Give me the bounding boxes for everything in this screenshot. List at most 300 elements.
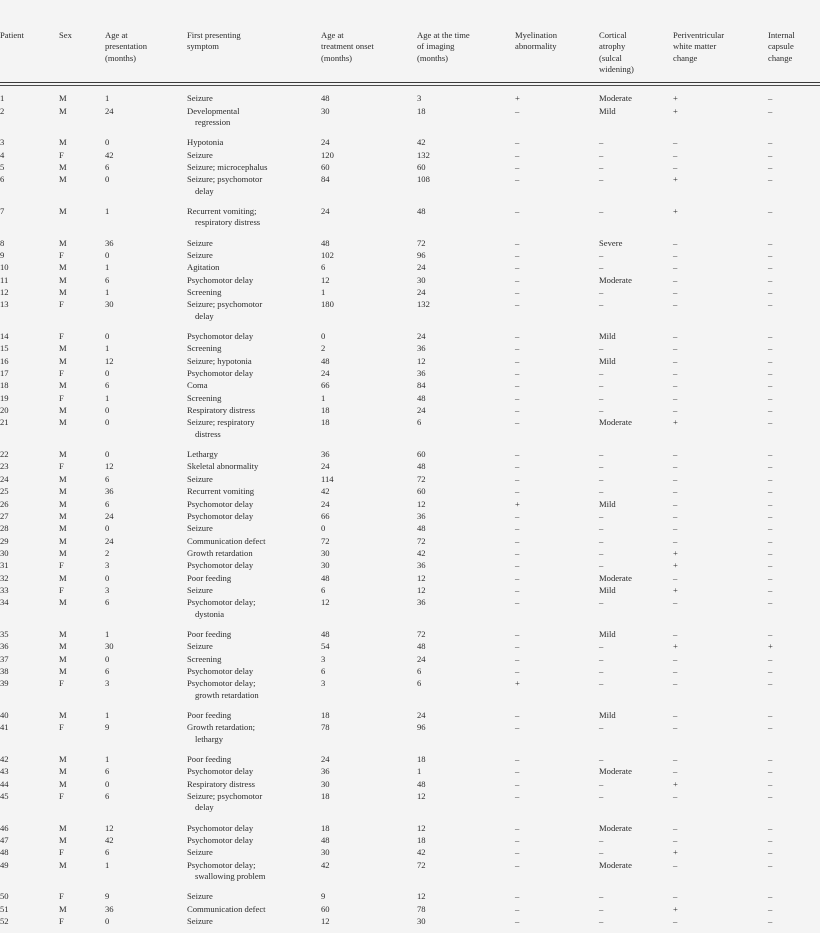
cell-value: M — [59, 287, 67, 297]
finding-sign: – — [599, 560, 604, 571]
cell-value: 0 — [105, 174, 110, 185]
table-row[interactable] — [0, 572, 820, 584]
cell-patient — [0, 510, 59, 522]
cell-periv — [673, 355, 768, 367]
header-rule-cell — [0, 80, 820, 93]
cell-sex — [59, 535, 105, 547]
cell-periv — [673, 835, 768, 847]
cell-myelin — [515, 392, 599, 404]
table-row[interactable] — [0, 449, 820, 461]
cell-age_img — [417, 641, 515, 653]
cell-internal — [768, 791, 820, 815]
cell-sex — [59, 498, 105, 510]
symptom-line: Psychomotor delay — [187, 822, 254, 833]
cell-value: 72 — [417, 237, 426, 248]
finding-sign: – — [599, 449, 604, 460]
cell-value: 0 — [105, 249, 110, 260]
cell-periv — [673, 137, 768, 149]
finding-sign: – — [515, 417, 520, 428]
cell-periv — [673, 405, 768, 417]
cell-symptom — [187, 584, 321, 596]
cell-value: 0 — [105, 916, 110, 927]
cell-value: 15 — [0, 343, 9, 354]
table-row[interactable] — [0, 417, 820, 441]
row-block-gap-cell — [0, 814, 820, 822]
cell-value: 3 — [105, 584, 110, 595]
table-row[interactable] — [0, 137, 820, 149]
finding-sign: – — [673, 628, 678, 639]
symptom-line: Seizure — [187, 847, 213, 858]
cell-periv — [673, 722, 768, 746]
finding-sign: – — [599, 405, 604, 416]
cell-value: 24 — [417, 405, 426, 416]
cell-value: 6 — [105, 274, 110, 285]
cell-myelin — [515, 641, 599, 653]
cell-age_pres — [105, 766, 187, 778]
cell-internal — [768, 822, 820, 834]
cell-myelin — [515, 822, 599, 834]
cell-value: 36 — [321, 449, 330, 460]
cell-sex — [59, 93, 105, 105]
cell-patient — [0, 835, 59, 847]
cell-age_img — [417, 274, 515, 286]
cell-value: 3 — [0, 137, 5, 148]
cell-age_pres — [105, 859, 187, 883]
finding-sign: – — [673, 149, 678, 160]
finding-sign: + — [515, 93, 520, 104]
cell-value: 14 — [0, 331, 9, 342]
finding-sign: – — [768, 903, 773, 914]
cell-age_img — [417, 105, 515, 129]
cell-age_tx — [321, 417, 417, 441]
cell-age_tx — [321, 678, 417, 702]
table-row[interactable] — [0, 847, 820, 859]
cell-value: 54 — [321, 641, 330, 652]
symptom-line: Seizure — [187, 473, 213, 484]
finding-sign: – — [673, 380, 678, 391]
cell-value: 30 — [105, 299, 114, 310]
cell-symptom — [187, 903, 321, 915]
cell-age_img — [417, 778, 515, 790]
finding-sign: – — [768, 355, 773, 366]
cell-age_img — [417, 380, 515, 392]
cell-value: Mild — [599, 105, 616, 116]
table-row[interactable] — [0, 597, 820, 621]
finding-sign: – — [515, 847, 520, 858]
finding-sign: – — [599, 754, 604, 765]
cell-internal — [768, 891, 820, 903]
cell-patient — [0, 249, 59, 261]
table-row[interactable] — [0, 754, 820, 766]
cell-age_pres — [105, 641, 187, 653]
cell-age_tx — [321, 891, 417, 903]
cell-cortical — [599, 710, 673, 722]
finding-sign: – — [515, 174, 520, 185]
cell-internal — [768, 653, 820, 665]
symptom-continuation-line: lethargy — [195, 733, 224, 744]
table-row[interactable] — [0, 628, 820, 640]
cell-myelin — [515, 778, 599, 790]
cell-value: 48 — [321, 628, 330, 639]
finding-sign: + — [673, 547, 678, 558]
table-row[interactable] — [0, 461, 820, 473]
symptom-line: Psychomotor delay — [187, 274, 254, 285]
table-row[interactable] — [0, 93, 820, 105]
column-header-line: Periventricular — [673, 30, 725, 40]
cell-symptom — [187, 380, 321, 392]
cell-symptom — [187, 249, 321, 261]
cell-cortical — [599, 161, 673, 173]
table-row[interactable] — [0, 859, 820, 883]
cell-age_img — [417, 835, 515, 847]
cell-age_tx — [321, 584, 417, 596]
table-row[interactable] — [0, 473, 820, 485]
cell-age_pres — [105, 847, 187, 859]
cell-age_img — [417, 547, 515, 559]
table-row[interactable] — [0, 149, 820, 161]
cell-patient — [0, 405, 59, 417]
finding-sign: – — [599, 653, 604, 664]
symptom-line: Poor feeding — [187, 572, 232, 583]
cell-age_img — [417, 149, 515, 161]
cell-cortical — [599, 355, 673, 367]
cell-internal — [768, 778, 820, 790]
cell-internal — [768, 417, 820, 441]
cell-sex — [59, 486, 105, 498]
cell-internal — [768, 262, 820, 274]
cell-value: M — [59, 641, 67, 652]
table-row[interactable] — [0, 380, 820, 392]
finding-sign: – — [515, 766, 520, 777]
table-row[interactable] — [0, 778, 820, 790]
finding-sign: – — [673, 392, 678, 403]
cell-sex — [59, 641, 105, 653]
symptom-line: Seizure — [187, 916, 213, 927]
finding-sign: – — [768, 678, 773, 689]
cell-periv — [673, 249, 768, 261]
cell-value: 36 — [417, 343, 426, 354]
table-row[interactable] — [0, 916, 820, 928]
table-row[interactable] — [0, 535, 820, 547]
cell-sex — [59, 523, 105, 535]
table-row[interactable] — [0, 105, 820, 129]
table-row[interactable] — [0, 560, 820, 572]
cell-symptom — [187, 417, 321, 441]
symptom-continuation-line: delay — [195, 185, 214, 196]
table-row[interactable] — [0, 766, 820, 778]
finding-sign: – — [768, 299, 773, 310]
finding-sign: – — [515, 835, 520, 846]
finding-sign: – — [673, 891, 678, 902]
cell-age_tx — [321, 916, 417, 928]
finding-sign: – — [599, 205, 604, 216]
table-row[interactable] — [0, 835, 820, 847]
cell-value: Mild — [599, 498, 616, 509]
table-row[interactable] — [0, 405, 820, 417]
cell-age_pres — [105, 560, 187, 572]
cell-cortical — [599, 547, 673, 559]
table-row[interactable] — [0, 498, 820, 510]
cell-value: M — [59, 355, 67, 366]
cell-value: Moderate — [599, 93, 632, 104]
cell-patient — [0, 891, 59, 903]
symptom-line: Psychomotor delay; — [187, 597, 256, 608]
finding-sign: – — [673, 355, 678, 366]
cell-value: 30 — [417, 916, 426, 927]
cell-value: 60 — [321, 161, 330, 172]
cell-age_tx — [321, 237, 417, 249]
cell-age_tx — [321, 331, 417, 343]
cell-age_tx — [321, 859, 417, 883]
cell-internal — [768, 380, 820, 392]
finding-sign: – — [673, 722, 678, 733]
table-row[interactable] — [0, 237, 820, 249]
cell-cortical — [599, 678, 673, 702]
table-row[interactable] — [0, 331, 820, 343]
cell-age_pres — [105, 368, 187, 380]
table-row[interactable] — [0, 584, 820, 596]
cell-patient — [0, 205, 59, 229]
cell-periv — [673, 847, 768, 859]
cell-sex — [59, 722, 105, 746]
cell-value: 48 — [321, 237, 330, 248]
cell-value: 37 — [0, 653, 9, 664]
cell-periv — [673, 572, 768, 584]
cell-periv — [673, 678, 768, 702]
cell-internal — [768, 161, 820, 173]
row-block-gap-cell — [0, 197, 820, 205]
symptom-line: Seizure; hypotonia — [187, 355, 252, 366]
cell-sex — [59, 653, 105, 665]
cell-value: Moderate — [599, 859, 632, 870]
table-row[interactable] — [0, 653, 820, 665]
cell-value: F — [59, 149, 64, 160]
cell-age_pres — [105, 237, 187, 249]
cell-value: 78 — [417, 903, 426, 914]
cell-age_tx — [321, 778, 417, 790]
cell-internal — [768, 137, 820, 149]
cell-symptom — [187, 392, 321, 404]
cell-value: 1 — [105, 205, 110, 216]
cell-myelin — [515, 380, 599, 392]
table-row[interactable] — [0, 710, 820, 722]
table-row[interactable] — [0, 299, 820, 323]
finding-sign: + — [673, 105, 678, 116]
cell-patient — [0, 161, 59, 173]
finding-sign: – — [768, 572, 773, 583]
symptom-line: Seizure — [187, 149, 213, 160]
finding-sign: + — [673, 903, 678, 914]
cell-sex — [59, 262, 105, 274]
finding-sign: – — [768, 486, 773, 497]
cell-age_tx — [321, 653, 417, 665]
table-row[interactable] — [0, 355, 820, 367]
cell-value: 16 — [0, 355, 9, 366]
cell-age_img — [417, 174, 515, 198]
cell-sex — [59, 859, 105, 883]
cell-age_tx — [321, 262, 417, 274]
cell-value: 12 — [417, 584, 426, 595]
table-row[interactable] — [0, 822, 820, 834]
cell-myelin — [515, 249, 599, 261]
table-row[interactable] — [0, 523, 820, 535]
cell-symptom — [187, 405, 321, 417]
cell-myelin — [515, 461, 599, 473]
table-row[interactable] — [0, 249, 820, 261]
cell-age_img — [417, 205, 515, 229]
cell-value: 42 — [417, 547, 426, 558]
cell-age_img — [417, 368, 515, 380]
symptom-line: Psychomotor delay; — [187, 678, 256, 689]
cell-value: 24 — [417, 710, 426, 720]
cell-patient — [0, 628, 59, 640]
cell-patient — [0, 380, 59, 392]
cell-myelin — [515, 523, 599, 535]
cell-age_tx — [321, 149, 417, 161]
cell-value: 48 — [417, 461, 426, 472]
cell-value: 96 — [417, 722, 426, 733]
cell-patient — [0, 535, 59, 547]
cell-age_pres — [105, 916, 187, 928]
cell-cortical — [599, 754, 673, 766]
symptom-line: Poor feeding — [187, 754, 232, 765]
finding-sign: – — [599, 916, 604, 927]
finding-sign: – — [515, 754, 520, 765]
table-row[interactable] — [0, 891, 820, 903]
cell-value: 52 — [0, 916, 9, 927]
column-header-age-at-presentation — [105, 0, 187, 80]
table-row[interactable] — [0, 722, 820, 746]
table-row[interactable] — [0, 205, 820, 229]
cell-periv — [673, 778, 768, 790]
cell-value: F — [59, 461, 64, 472]
cell-symptom — [187, 331, 321, 343]
cell-value: M — [59, 597, 67, 608]
cell-value: 1 — [105, 262, 110, 273]
symptom-continuation-line: delay — [195, 310, 214, 321]
finding-sign: + — [673, 778, 678, 789]
cell-value: Moderate — [599, 417, 632, 428]
cell-value: 30 — [321, 547, 330, 558]
table-row[interactable] — [0, 392, 820, 404]
cell-value: 0 — [105, 572, 110, 583]
row-block-gap — [0, 814, 820, 822]
symptom-line: Seizure — [187, 523, 213, 534]
cell-age_pres — [105, 137, 187, 149]
table-row[interactable] — [0, 287, 820, 299]
table-row[interactable] — [0, 510, 820, 522]
column-header-line: (months) — [105, 52, 137, 63]
table-row[interactable] — [0, 274, 820, 286]
finding-sign: – — [768, 535, 773, 546]
cell-symptom — [187, 299, 321, 323]
table-row[interactable] — [0, 486, 820, 498]
cell-value: 50 — [0, 891, 9, 902]
table-row[interactable] — [0, 368, 820, 380]
finding-sign: – — [673, 405, 678, 416]
finding-sign: – — [673, 791, 678, 802]
cell-value: 18 — [321, 405, 330, 416]
table-row[interactable] — [0, 547, 820, 559]
symptom-line: Seizure — [187, 641, 213, 652]
cell-value: 1 — [105, 754, 110, 765]
cell-age_pres — [105, 584, 187, 596]
symptom-line: Psychomotor delay — [187, 510, 254, 521]
cell-value: 18 — [0, 380, 9, 391]
cell-value: 24 — [105, 535, 114, 546]
finding-sign: – — [673, 665, 678, 676]
table-row[interactable] — [0, 678, 820, 702]
cell-periv — [673, 523, 768, 535]
cell-sex — [59, 237, 105, 249]
cell-cortical — [599, 766, 673, 778]
finding-sign: – — [768, 93, 773, 104]
table-row[interactable] — [0, 903, 820, 915]
cell-cortical — [599, 847, 673, 859]
finding-sign: + — [673, 93, 678, 104]
table-row[interactable] — [0, 174, 820, 198]
cell-cortical — [599, 343, 673, 355]
cell-value: 46 — [0, 822, 9, 833]
cell-patient — [0, 461, 59, 473]
cell-symptom — [187, 262, 321, 274]
cell-value: M — [59, 161, 67, 172]
cell-value: 1 — [105, 859, 110, 870]
finding-sign: – — [768, 498, 773, 509]
cell-value: M — [59, 486, 67, 497]
table-row[interactable] — [0, 791, 820, 815]
header-row — [0, 0, 820, 80]
symptom-line: Coma — [187, 380, 208, 391]
finding-sign: – — [515, 137, 520, 148]
cell-cortical — [599, 137, 673, 149]
finding-sign: – — [515, 641, 520, 652]
cell-value: 1 — [417, 766, 422, 777]
finding-sign: – — [673, 535, 678, 546]
cell-internal — [768, 486, 820, 498]
cell-myelin — [515, 835, 599, 847]
cell-value: Moderate — [599, 766, 632, 777]
finding-sign: – — [768, 392, 773, 403]
finding-sign: – — [599, 461, 604, 472]
cell-periv — [673, 486, 768, 498]
finding-sign: – — [599, 161, 604, 172]
finding-sign: – — [768, 859, 773, 870]
cell-value: 1 — [105, 343, 110, 354]
table-row[interactable] — [0, 161, 820, 173]
cell-sex — [59, 355, 105, 367]
symptom-continuation-line: regression — [195, 116, 231, 127]
finding-sign: – — [673, 486, 678, 497]
cell-sex — [59, 891, 105, 903]
cell-age_tx — [321, 791, 417, 815]
cell-value: 36 — [417, 597, 426, 608]
finding-sign: – — [515, 916, 520, 927]
table-row[interactable] — [0, 641, 820, 653]
cell-periv — [673, 903, 768, 915]
table-row[interactable] — [0, 262, 820, 274]
symptom-line: Psychomotor delay — [187, 665, 254, 676]
row-block-gap — [0, 197, 820, 205]
cell-myelin — [515, 331, 599, 343]
cell-cortical — [599, 791, 673, 815]
cell-age_pres — [105, 903, 187, 915]
table-row[interactable] — [0, 343, 820, 355]
row-block-gap-cell — [0, 702, 820, 710]
table-row[interactable] — [0, 665, 820, 677]
cell-value: 102 — [321, 249, 334, 260]
symptom-line: Developmental — [187, 105, 240, 116]
